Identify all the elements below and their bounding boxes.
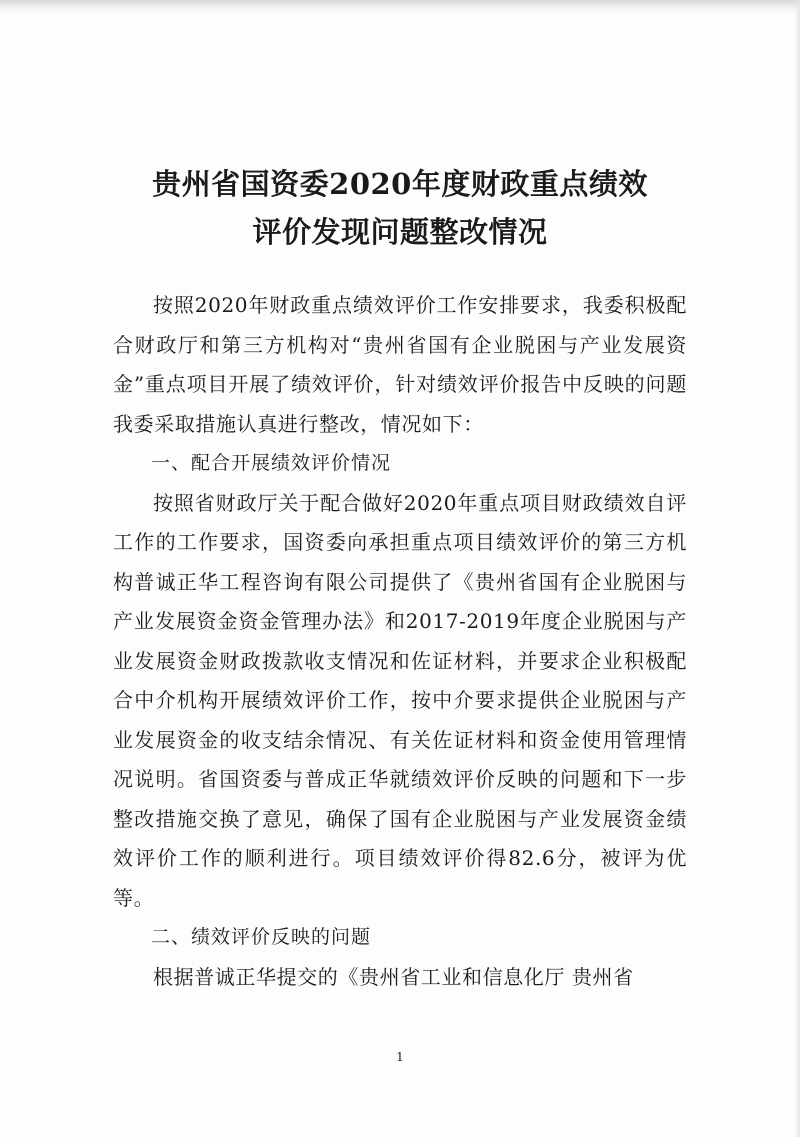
document-body: [113, 286, 687, 997]
section-heading-1: 一、配合开展绩效评价情况: [151, 452, 392, 474]
section-2-paragraph: 根据普诚正华提交的《贵州省工业和信息化厅 贵州省: [153, 964, 634, 989]
title-line-2: 评价发现问题整改情况: [252, 215, 548, 249]
intro-paragraph: 按照2020年财政重点绩效评价工作安排要求，我委积极配合财政厅和第三方机构对“贵州省国有企业脱困与产业发展资金”重点项目开展了绩效评价，针对绩效评价报告中反映的问题我委采取措施认真进行整改，情况如下：: [113, 293, 687, 436]
title-line-1: 贵州省国资委2020年度财政重点绩效: [152, 167, 648, 201]
scan-shadow-top: [0, 0, 800, 14]
section-heading-2: 二、绩效评价反映的问题: [151, 926, 372, 948]
document-title: [0, 160, 800, 256]
section-1-paragraph: 按照省财政厅关于配合做好2020年重点项目财政绩效自评工作的工作要求，国资委向承担重点项目绩效评价的第三方机构普诚正华工程咨询有限公司提供了《贵州省国有企业脱困与产业发展资金资金管理办法》和2017-2019年度企业脱困与产业发展资金财政拨款收支情况和佐证材料，并要求企业积极配合中介机构开展绩效评价工作，按中介要求提供企业脱困与产业发展资金的收支结余情况、有关佐证材料和资金使用管理情况说明。省国资委与普成正华就绩效评价反映的问题和下一步整改措施交换了意见，确保了国有企业脱困与产业发展资金绩效评价工作的顺利进行。项目绩效评价得82.6分，被评为优等。: [113, 490, 687, 910]
page-number: 1: [396, 1050, 404, 1064]
